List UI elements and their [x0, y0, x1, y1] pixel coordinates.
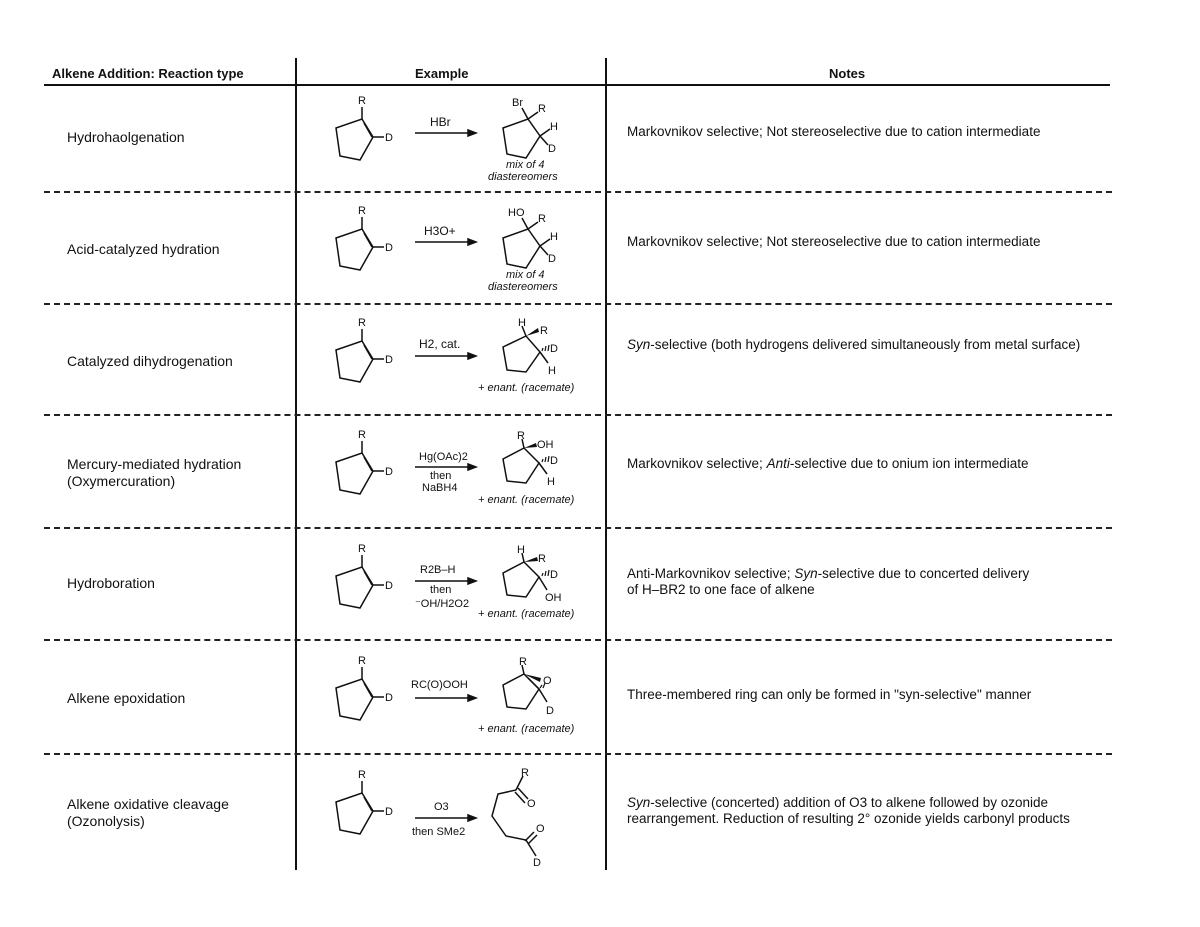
atom-r-label: R	[519, 656, 527, 668]
reaction-scheme	[318, 652, 608, 756]
reagent-label: O3	[434, 801, 449, 813]
atom-h-label: H	[550, 121, 558, 133]
reagent-label: R2B–H	[420, 564, 456, 576]
atom-d-label: D	[385, 242, 393, 254]
header-rule	[44, 84, 1110, 86]
atom-d-label: D	[385, 132, 393, 144]
atom-br-label: Br	[512, 97, 523, 109]
atom-r-label: R	[358, 205, 366, 217]
reaction-scheme	[318, 92, 608, 196]
atom-r-label: R	[538, 213, 546, 225]
atom-r-label: R	[358, 655, 366, 667]
atom-r-label: R	[358, 317, 366, 329]
atom-r-label: R	[358, 769, 366, 781]
reaction-note: Markovnikov selective; Not stereoselective due to cation intermediate	[627, 234, 1041, 249]
atom-d-label: D	[548, 143, 556, 155]
atom-d-label: D	[548, 253, 556, 265]
wedge-bond	[526, 328, 539, 336]
wedge-bond	[524, 557, 538, 562]
header-reaction-type: Alkene Addition: Reaction type	[52, 66, 244, 81]
atom-r-label: R	[358, 95, 366, 107]
note-emphasis: Syn	[794, 566, 818, 581]
reaction-type-line: Alkene oxidative cleavage	[67, 796, 229, 812]
note-line	[627, 566, 1127, 582]
reaction-structures	[318, 766, 608, 870]
reaction-note	[627, 795, 1127, 827]
reaction-type-label	[67, 456, 241, 490]
atom-d-label: D	[385, 580, 393, 592]
product-note: diastereomers	[488, 171, 558, 183]
reaction-note	[627, 456, 1127, 472]
reaction-structures	[318, 314, 608, 418]
note-text: -selective (both hydrogens delivered simultaneously from metal surface)	[650, 337, 1081, 352]
reaction-structures	[318, 426, 608, 530]
reaction-structures	[318, 652, 608, 756]
reaction-type-label: Hydrohaolgenation	[67, 129, 185, 145]
reaction-scheme	[318, 540, 608, 644]
atom-r-label: R	[358, 543, 366, 555]
product-note: + enant. (racemate)	[478, 608, 575, 620]
reaction-structures	[318, 202, 608, 306]
reagent-label: then	[430, 470, 452, 482]
atom-r-label: R	[538, 553, 546, 565]
atom-d-label: D	[533, 857, 541, 869]
atom-h-label: H	[517, 544, 525, 556]
wedge-bond	[524, 443, 537, 448]
reaction-type-line: (Ozonolysis)	[67, 813, 145, 829]
reaction-structures	[318, 540, 608, 644]
note-text: Markovnikov selective;	[627, 456, 767, 471]
note-line: rearrangement. Reduction of resulting 2° ozonide yields carbonyl products	[627, 811, 1070, 826]
header-notes: Notes	[829, 66, 866, 81]
reagent-label: HBr	[430, 115, 451, 129]
atom-h-label: H	[518, 317, 526, 329]
product-note: + enant. (racemate)	[478, 723, 575, 735]
atom-o-label: O	[536, 823, 545, 835]
atom-d-label: D	[385, 806, 393, 818]
reagent-label: H2, cat.	[419, 337, 461, 351]
reagent-label: then SMe2	[412, 826, 466, 838]
product-note: diastereomers	[488, 281, 558, 293]
reaction-type-label	[67, 796, 229, 830]
note-text: Anti-Markovnikov selective;	[627, 566, 795, 581]
product-note: mix of 4	[506, 159, 545, 171]
reaction-type-line: (Oxymercuration)	[67, 473, 176, 489]
note-emphasis: Anti	[766, 456, 790, 471]
reagent-label: ⁻OH/H2O2	[415, 598, 470, 610]
reagent-label: NaBH4	[422, 482, 458, 494]
reaction-scheme	[318, 426, 608, 530]
product-note: + enant. (racemate)	[478, 382, 575, 394]
reaction-scheme	[318, 314, 608, 418]
atom-r-label: R	[521, 767, 529, 779]
atom-d-label: D	[385, 466, 393, 478]
atom-h-label: H	[547, 476, 555, 488]
atom-r-label: R	[538, 103, 546, 115]
header-example: Example	[415, 66, 469, 81]
note-text: -selective due to concerted delivery	[817, 566, 1030, 581]
atom-r-label: R	[517, 430, 525, 442]
reagent-label: then	[430, 584, 452, 596]
reaction-note: Three-membered ring can only be formed in "syn-selective" manner	[627, 687, 1032, 702]
reaction-type-label: Hydroboration	[67, 575, 155, 591]
note-text: -selective due to onium ion intermediate	[789, 456, 1029, 471]
atom-d-label: D	[550, 455, 558, 467]
product-note: mix of 4	[506, 269, 545, 281]
reaction-scheme	[318, 766, 608, 870]
atom-oh-label: OH	[537, 439, 554, 451]
reaction-note: Markovnikov selective; Not stereoselective due to cation intermediate	[627, 124, 1041, 139]
atom-d-label: D	[385, 692, 393, 704]
atom-r-label: R	[540, 325, 548, 337]
atom-h-label: H	[550, 231, 558, 243]
reagent-label: Hg(OAc)2	[419, 451, 468, 463]
reaction-type-line: Mercury-mediated hydration	[67, 456, 242, 472]
reaction-type-label: Alkene epoxidation	[67, 690, 186, 706]
atom-oh-label: OH	[545, 592, 562, 604]
note-text: -selective (concerted) addition of O3 to alkene followed by ozonide	[650, 795, 1048, 810]
column-divider-1	[295, 58, 297, 870]
wedge-bond	[524, 674, 541, 682]
atom-r-label: R	[358, 429, 366, 441]
reagent-label: RC(O)OOH	[411, 679, 468, 691]
atom-d-label: D	[546, 705, 554, 717]
reaction-scheme	[318, 202, 608, 306]
atom-h-label: H	[548, 365, 556, 377]
atom-d-label: D	[550, 569, 558, 581]
product-note: + enant. (racemate)	[478, 494, 575, 506]
note-emphasis: Syn	[627, 337, 651, 352]
reaction-type-label: Catalyzed dihydrogenation	[67, 353, 233, 369]
note-emphasis: Syn	[627, 795, 651, 810]
atom-d-label: D	[385, 354, 393, 366]
atom-o-label: O	[527, 798, 536, 810]
note-line: of H–BR2 to one face of alkene	[627, 582, 815, 597]
atom-d-label: D	[550, 343, 558, 355]
reaction-structures	[318, 92, 608, 196]
reagent-label: H3O+	[424, 224, 456, 238]
reaction-type-label: Acid-catalyzed hydration	[67, 241, 220, 257]
reaction-note	[627, 337, 1127, 353]
atom-o-label: O	[543, 675, 552, 687]
atom-ho-label: HO	[508, 207, 525, 219]
note-line	[627, 795, 1127, 811]
reaction-note	[627, 566, 1127, 598]
